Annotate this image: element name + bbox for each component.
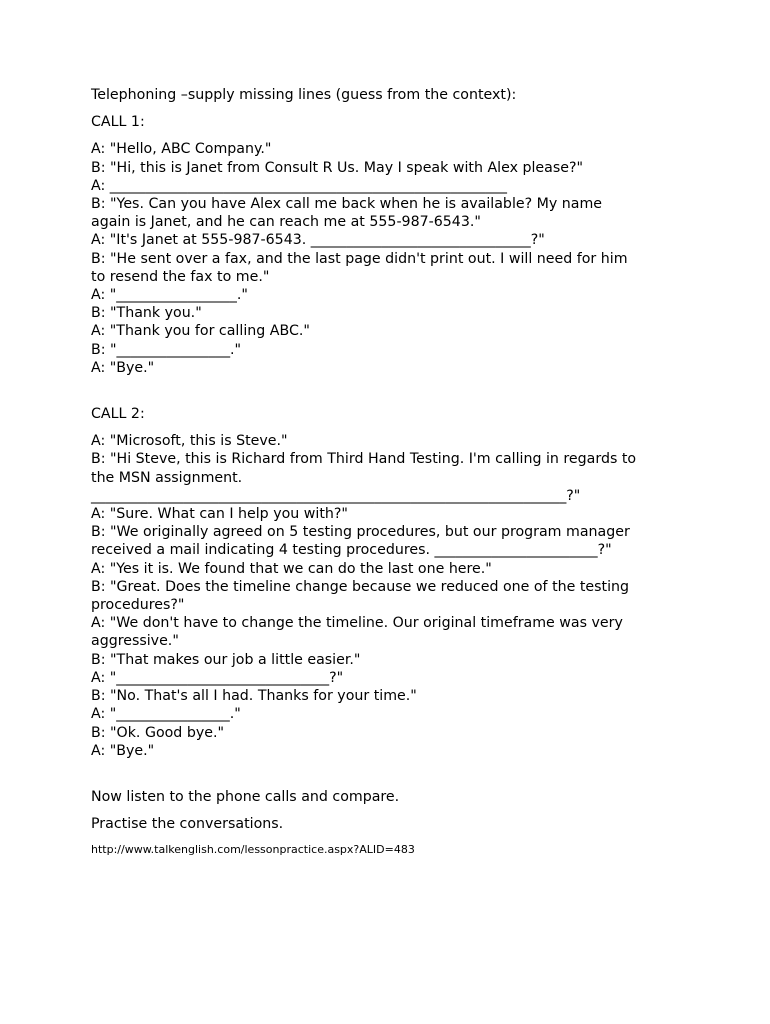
listen-instruction: Now listen to the phone calls and compare. bbox=[91, 788, 400, 805]
dialogue-line: aggressive." bbox=[91, 633, 179, 650]
dialogue-line: B: "No. That's all I had. Thanks for your time." bbox=[91, 688, 417, 705]
call-2-section bbox=[91, 405, 691, 760]
dialogue-line: B: "Yes. Can you have Alex call me back when he is available? My name bbox=[91, 196, 603, 213]
dialogue-line: A: "________________." bbox=[91, 706, 241, 723]
dialogue-line: A: "Thank you for calling ABC." bbox=[91, 323, 310, 340]
dialogue-line: procedures?" bbox=[91, 597, 185, 614]
dialogue-line: A: "Bye." bbox=[91, 742, 155, 759]
dialogue-line: A: "Sure. What can I help you with?" bbox=[91, 506, 348, 523]
dialogue-line: A: "_________________." bbox=[91, 287, 248, 304]
call-1-heading: CALL 1: bbox=[91, 114, 145, 131]
dialogue-line: A: "______________________________?" bbox=[91, 669, 344, 686]
dialogue-line: B: "Ok. Good bye." bbox=[91, 724, 224, 741]
dialogue-line: B: "He sent over a fax, and the last page didn't print out. I will need for him bbox=[91, 250, 628, 267]
call-1-dialogue bbox=[91, 140, 691, 377]
dialogue-line: A: "Yes it is. We found that we can do the last one here." bbox=[91, 560, 492, 577]
dialogue-line: B: "Great. Does the timeline change because we reduced one of the testing bbox=[91, 578, 630, 595]
section-gap bbox=[91, 760, 691, 788]
dialogue-line: B: "________________." bbox=[91, 341, 242, 358]
dialogue-line: A: "Microsoft, this is Steve." bbox=[91, 433, 288, 450]
dialogue-line: A: "We don't have to change the timeline. Our original timeframe was very bbox=[91, 615, 623, 632]
dialogue-line: B: "Hi, this is Janet from Consult R Us. May I speak with Alex please?" bbox=[91, 159, 584, 176]
dialogue-line: received a mail indicating 4 testing procedures. _______________________?" bbox=[91, 542, 612, 559]
dialogue-line: A: ________________________________________________________ bbox=[91, 177, 507, 194]
source-url: http://www.talkenglish.com/lessonpractice.aspx?ALID=483 bbox=[91, 843, 415, 857]
call-2-heading: CALL 2: bbox=[91, 406, 145, 423]
dialogue-line: the MSN assignment. bbox=[91, 469, 243, 486]
dialogue-line: to resend the fax to me." bbox=[91, 268, 270, 285]
call-2-dialogue bbox=[91, 432, 691, 760]
dialogue-line: B: "Hi Steve, this is Richard from Third Hand Testing. I'm calling in regards to bbox=[91, 451, 637, 468]
practise-instruction: Practise the conversations. bbox=[91, 816, 284, 833]
worksheet-page bbox=[91, 86, 691, 869]
dialogue-line: B: "That makes our job a little easier." bbox=[91, 651, 361, 668]
worksheet-title: Telephoning –supply missing lines (guess from the context): bbox=[91, 87, 517, 103]
dialogue-line: ___________________________________________________________________?" bbox=[91, 487, 581, 504]
dialogue-line: A: "Bye." bbox=[91, 359, 155, 376]
dialogue-line: B: "Thank you." bbox=[91, 305, 202, 322]
dialogue-line: B: "We originally agreed on 5 testing procedures, but our program manager bbox=[91, 524, 630, 541]
dialogue-line: A: "It's Janet at 555-987-6543. _______________________________?" bbox=[91, 232, 545, 249]
call-1-section bbox=[91, 113, 691, 377]
section-gap bbox=[91, 377, 691, 405]
dialogue-line: A: "Hello, ABC Company." bbox=[91, 141, 272, 158]
dialogue-line: again is Janet, and he can reach me at 555-987-6543." bbox=[91, 214, 481, 231]
